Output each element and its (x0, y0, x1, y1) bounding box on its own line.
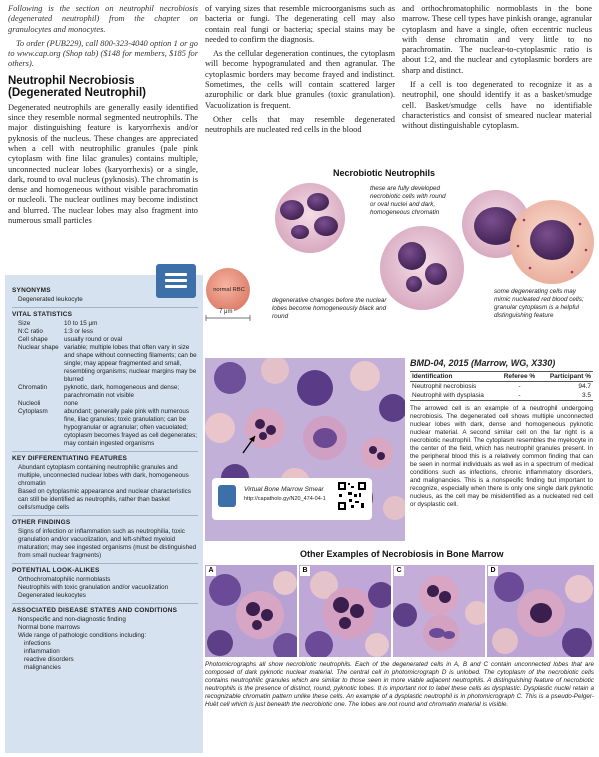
condition-item: reactive disorders (24, 656, 74, 663)
degenerating-cell (275, 183, 345, 253)
order-text: To order (PUB229), call 800-323-4040 option 1 or go to www.cap.org (Shop tab) ($148 for members, $185 for others). (8, 38, 198, 69)
vital-stat-value: variable; multiple lobes that often vary in size and shape without connecting filaments; can be single; may appear fragmented and small, resembling organisms; nuclear margins may be blurred (64, 344, 197, 383)
column-header: Identification (410, 372, 499, 382)
bmd-table (410, 371, 593, 401)
vital-stat-key: Nuclear shape (18, 344, 59, 351)
vital-stat-key: Cytoplasm (18, 408, 48, 415)
vital-statistics-list (12, 320, 200, 448)
column-header: Participant % (540, 372, 593, 382)
other-findings-text: Signs of infection or inflammation such as neutrophilia, toxic granulation and/or vacuolization, and left-shifted myeloid maturation; may see ingested organisms (must be distinguished from small nuclear fragments) (18, 528, 197, 559)
examples-title: Other Examples of Necrobiosis in Bone Marrow (300, 549, 504, 559)
disease-states-heading: ASSOCIATED DISEASE STATES AND CONDITIONS (12, 607, 178, 614)
body-paragraph-3: As the cellular degeneration continues, the cytoplasm will become hypogranulated and then agranular. The cytoplasmic borders may become frayed and indistinct. Sometimes, the cells will contain scattered larger azurophilic or dark blue granules (toxic granulation). Vacuolization is frequent. (205, 49, 395, 110)
divider (12, 603, 198, 604)
table-header-row (410, 372, 593, 382)
vital-statistics-heading: VITAL STATISTICS (12, 311, 73, 318)
panel-label: A (206, 566, 216, 576)
look-alike-item: Degenerated leukocytes (18, 592, 86, 599)
label-degenerative-changes: degenerative changes before the nuclear lobes become homogeneously black and round (272, 297, 387, 320)
body-paragraph-4: Other cells that may resemble degenerated neutrophils are nucleated red cells in the blood (205, 114, 395, 135)
synonyms-heading: SYNONYMS (12, 287, 51, 294)
vital-stat-key: Chromatin (18, 384, 48, 391)
divider (12, 515, 198, 516)
key-features-heading: KEY DIFFERENTIATING FEATURES (12, 455, 128, 462)
micrograph-panel-d (487, 565, 594, 657)
label-mimic-rbc: some degenerating cells may mimic nucleated red blood cells; granular cytoplasm is a helpful distinguishing feature (494, 288, 584, 319)
vital-stat-row (12, 400, 200, 408)
virtual-smear-label: Virtual Bone Marrow Smear (244, 486, 324, 493)
look-alike-item: Neutrophils with toxic granulation and/or vacuolization (18, 584, 169, 591)
body-paragraph-5: and orthochromatophilic normoblasts in the bone marrow. These cell types have pinkish orange, agranular cytoplasm and have a single, often eccentric nucleus with dense chromatin and very little to no parachromatin. The nuclear-to-cytoplasmic ratio is about 1:2, and the nuclear and cytoplasmic borders are sharp and distinct. (402, 4, 592, 75)
body-paragraph-6: If a cell is too degenerated to recognize it as a neutrophil, one should identify it as a basket/smudge cell. Basket/smudge cells have no identifiable characteristics and consist of smeared nuclear material without distinguishable cytoplasm. (402, 80, 592, 131)
diagram-title: Necrobiotic Neutrophils (333, 168, 436, 178)
vital-stat-row (12, 336, 200, 344)
panel-label: B (300, 566, 310, 576)
column-right (402, 4, 592, 136)
disease-state-item: Wide range of pathologic conditions including: (18, 632, 147, 639)
body-paragraph-2: of varying sizes that resemble microorganisms such as bacteria or fungi. The degenerating cell may also contain real fungi or bacteria; special stains may be needed to confirm the diagnosis. (205, 4, 395, 44)
condition-item: inflammation (24, 648, 60, 655)
micrograph-panel-c (393, 565, 485, 657)
column-left (8, 4, 198, 230)
virtual-smear-url[interactable]: http://capatholo.gy/N20_474-04-1 (244, 496, 326, 502)
vital-stat-key: Cell shape (18, 336, 48, 343)
disease-state-item: Nonspecific and non-diagnostic finding (18, 616, 126, 623)
condition-item: infections (24, 640, 51, 647)
micrograph-panel-b (299, 565, 391, 657)
necrobiotic-cell (380, 226, 464, 310)
table-row: Neutrophil with dysplasia - 3.5 (412, 392, 591, 399)
rbc-mimic-cell (510, 200, 594, 284)
vital-stat-row (12, 384, 200, 400)
vital-stat-value: none (64, 400, 79, 407)
vital-stat-value: pyknotic, dark, homogeneous and dense; parachromatin not visible (64, 384, 180, 399)
bmd-description: The arrowed cell is an example of a neutrophil undergoing necrobiosis. The degenerated cell shows multiple unconnected nuclear lobes with dark, dense and homogeneous pyknotic nuclear material. A second similar cell on the far right is a necrobiotic neutrophil. The cytoplasm resembles the myelocyte in the center of the field, which has neutrophil granules present. In the peripheral blood this is a relatively common finding that can be seen in normal individuals as well as in a spectrum of medical conditions such as infections, chronic inflammatory disorders, and malignancies. This is a nonspecific finding but important to recognize, especially when there is only one single dark pyknotic nucleus, as the cell may be misidentified as a nucleated red cell or dysplastic cell. (410, 405, 593, 508)
key-feature-1: Abundant cytoplasm containing neutrophilic granules and multiple, unconnected nuclear lobes with dark, homogeneous chromatin (18, 464, 189, 487)
other-findings-heading: OTHER FINDINGS (12, 519, 71, 526)
panel-label: D (488, 566, 498, 576)
table-row: Neutrophil necrobiosis - 94.7 (412, 383, 591, 390)
body-paragraph-1: Degenerated neutrophils are generally easily identified since they resemble normal segmented neutrophils. The major distinguishing feature is karyorrhexis and/or pyknosis of the nucleus. These changes are appreciated when a cell with neutrophilic granules (pale pink cytoplasm with fine lilac granules) contains multiple, unconnected nuclear lobes (karyorrhexis) or a single, dark, round to oval nucleus (pyknosis). The chromatin is dense and homogeneous without visible parachromatin or nucleoli. The nuclear outlines may become indistinct and blurred. The nuclear lobes may also fragment into numerous small particles (8, 102, 198, 226)
vital-stat-value: abundant; generally pale pink with numerous fine, lilac granules; toxic granulation; can be hypogranular or agranular; often vacuolated; cytoplasm becomes frayed as cell degenerates; may contain ingested organisms (64, 408, 198, 447)
column-header: Referee % (499, 372, 540, 382)
look-alikes-heading: POTENTIAL LOOK-ALIKES (12, 567, 100, 574)
look-alike-item: Orthochromatophilic normoblasts (18, 576, 111, 583)
bmd-title: BMD-04, 2015 (Marrow, WG, X330) (410, 358, 556, 368)
divider (12, 563, 198, 564)
vital-stat-value: 10 to 15 μm (64, 320, 98, 327)
examples-caption: Photomicrographs all show necrobiotic neutrophils. Each of the degenerated cells in A, B and C contain unconnected lobes that are composed of dark pyknotic nuclear material. The central cell in photomicrograph D is unlobed. The cytoplasm of the necrobiotic cells contains neutrophilic granules which are similar to those seen in more viable adjacent neutrophils. A distinguishing feature of necrobiotic neutrophils is the presence of distinct, round, pyknotic lobes. It is important not to label these cells as dysplastic. Dysplastic nuclei retain a recognizable chromatin pattern unlike these cells. An example of a dysplastic neutrophil is in photomicrograph C. This is a pseudo-Pelger-Huët cell which is just beneath the necrobiotic one. The lobes are not round and chromatin material is visible. (205, 661, 594, 708)
vital-stat-row (12, 328, 200, 336)
scale-label: 7 μm (219, 309, 233, 315)
normal-rbc-label: normal RBC (213, 287, 245, 293)
vital-stat-row (12, 320, 200, 328)
vital-stat-row (12, 344, 200, 384)
divider (12, 307, 198, 308)
divider (12, 451, 198, 452)
micrograph-panel-a (205, 565, 297, 657)
disease-state-item: Normal bone marrows (18, 624, 80, 631)
sidebar-content (12, 287, 200, 672)
vital-stat-row (12, 408, 200, 448)
vital-stat-value: 1:3 or less (64, 328, 94, 335)
panel-label: C (394, 566, 404, 576)
intro-text: Following is the section on neutrophil necrobiosis (degenerated neutrophil) from the chapter on granulocytes and monocytes. (8, 4, 198, 34)
vital-stat-key: Size (18, 320, 31, 327)
synonyms-text: Degenerated leukocyte (18, 296, 83, 303)
vital-stat-key: N:C ratio (18, 328, 43, 335)
key-feature-2: Based on cytoplasmic appearance and nuclear characteristics can still be identified as neutrophils, rather than basket cells/smudge cells (18, 488, 191, 511)
vital-stat-value: usually round or oval (64, 336, 123, 343)
section-title: Neutrophil Necrobiosis (Degenerated Neutrophil) (8, 74, 147, 100)
label-fully-developed: these are fully developed necrobiotic cells with round or oval nuclei and dark, homogeneous chromatin (370, 185, 446, 216)
condition-item: malignancies (24, 664, 61, 671)
qr-code-icon[interactable] (337, 481, 367, 511)
vital-stat-key: Nucleoli (18, 400, 41, 407)
column-middle (205, 4, 395, 140)
microscope-slide-icon (218, 485, 236, 507)
bmd-results-box (410, 358, 593, 509)
